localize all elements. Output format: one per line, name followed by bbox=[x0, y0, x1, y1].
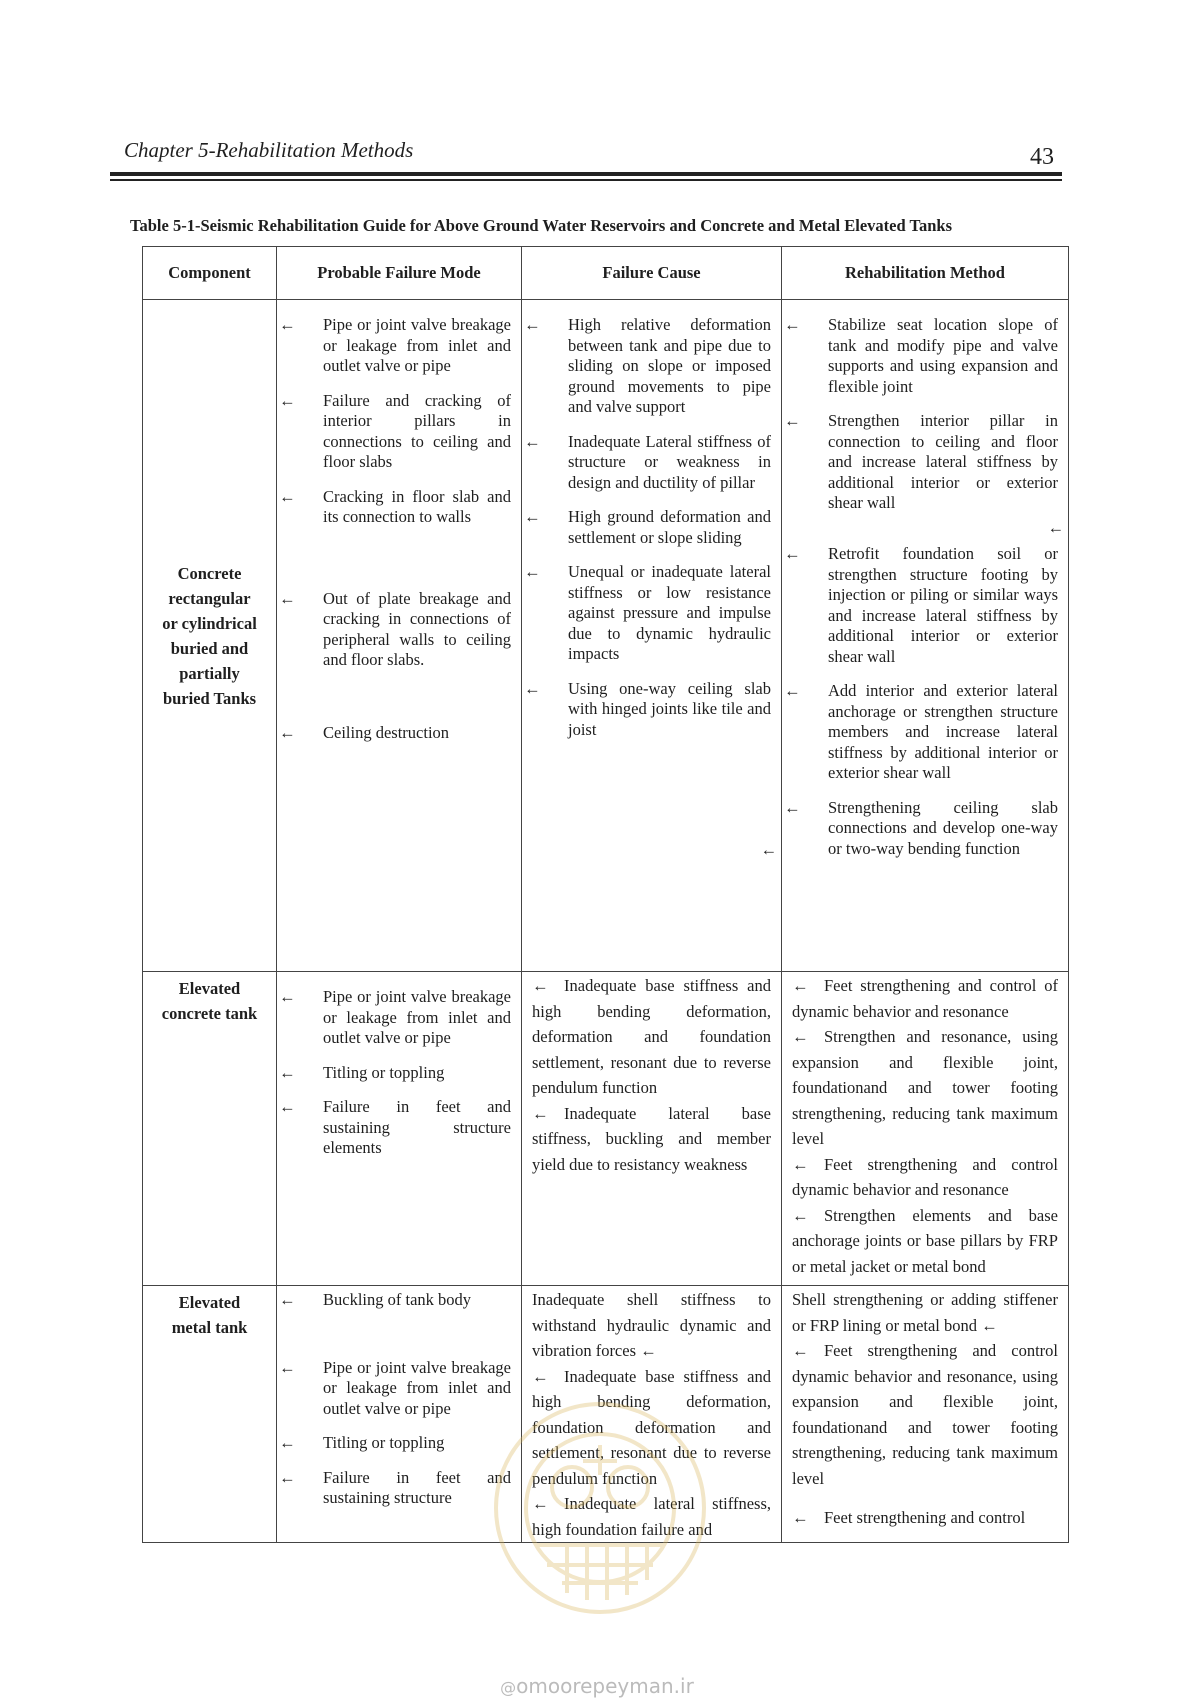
item-text: Out of plate breakage and cracking in connections of peripheral walls to ceiling and floor slabs. bbox=[323, 588, 511, 669]
component-cell bbox=[143, 300, 277, 972]
list-item bbox=[782, 681, 1068, 784]
rehabilitation-table bbox=[142, 246, 1069, 1543]
arrow-icon: ← bbox=[784, 411, 801, 430]
header-rule-thin bbox=[110, 179, 1062, 181]
arrow-icon: ← bbox=[792, 1508, 809, 1527]
column-header: Failure Cause bbox=[522, 247, 782, 300]
list-item bbox=[277, 1290, 521, 1311]
item-text: Failure in feet and sustaining structure elements bbox=[323, 1097, 511, 1157]
component-line: buried and bbox=[170, 638, 249, 658]
list-item bbox=[277, 987, 521, 1049]
item-text: Buckling of tank body bbox=[323, 1290, 472, 1309]
arrow-icon: ← bbox=[279, 588, 296, 608]
item-text: Using one-way ceiling slab with hinged joints like tile and joist bbox=[568, 678, 771, 739]
arrow-icon: ← bbox=[532, 1103, 549, 1123]
list-item bbox=[277, 1468, 521, 1509]
failure-mode-cell bbox=[277, 300, 522, 972]
arrow-icon: ← bbox=[524, 562, 541, 581]
component-cell bbox=[143, 972, 277, 1286]
arrow-icon: ← bbox=[792, 1154, 809, 1174]
column-header: Component bbox=[143, 247, 277, 300]
arrow-icon: ← bbox=[792, 1205, 809, 1225]
paragraph bbox=[782, 1287, 1068, 1338]
list-item bbox=[522, 315, 781, 418]
arrow-icon: ← bbox=[792, 1341, 809, 1360]
paragraph bbox=[522, 1101, 781, 1178]
arrow-icon: ← bbox=[279, 1357, 296, 1377]
column-header: Rehabilitation Method bbox=[782, 247, 1069, 300]
list-item bbox=[277, 723, 521, 744]
item-text: Feet strengthening and control dynamic behavior and resonance, using expansion and flexible joint, foundationand and tower footing strengthening, reducing tank maximum level bbox=[792, 1341, 1058, 1488]
paragraph bbox=[782, 1338, 1068, 1491]
arrow-icon: ← bbox=[784, 681, 801, 700]
component-cell bbox=[143, 1286, 277, 1543]
arrow-icon: ← bbox=[279, 1290, 296, 1309]
item-text: Stabilize seat location slope of tank and modify pipe and valve supports and using expansion and flexible joint bbox=[828, 315, 1058, 396]
paragraph bbox=[782, 973, 1068, 1024]
item-text: Failure in feet and sustaining structure bbox=[323, 1467, 511, 1507]
arrow-icon: ← bbox=[279, 315, 296, 334]
component-line: metal tank bbox=[171, 1318, 248, 1337]
arrow-icon: ← bbox=[532, 1494, 549, 1513]
list-item bbox=[522, 432, 781, 494]
item-text: Feet strengthening and control bbox=[824, 1508, 1026, 1527]
arrow-icon: ← bbox=[784, 315, 801, 334]
list-item bbox=[277, 487, 521, 528]
item-text: Strengthen elements and base anchorage joints or base pillars by FRP or metal jacket or metal bond bbox=[792, 1205, 1058, 1276]
table-row bbox=[143, 1286, 1069, 1543]
arrow-icon: ← bbox=[784, 797, 801, 817]
arrow-icon: ← bbox=[279, 722, 296, 742]
arrow-icon: ← bbox=[524, 678, 541, 698]
item-text: Cracking in floor slab and its connection to walls bbox=[323, 486, 511, 526]
item-text: Inadequate lateral base stiffness, buckling and member yield due to resistancy weakness bbox=[532, 1103, 771, 1174]
item-text: Inadequate shell stiffness to withstand hydraulic dynamic and vibration forces bbox=[532, 1290, 771, 1360]
failure-mode-cell bbox=[277, 1286, 522, 1543]
component-line: or cylindrical bbox=[162, 613, 257, 633]
item-text: Pipe or joint valve breakage or leakage from inlet and outlet valve or pipe bbox=[323, 315, 511, 375]
paragraph bbox=[782, 1024, 1068, 1152]
table-caption: Table 5-1-Seismic Rehabilitation Guide for Above Ground Water Reservoirs and Concrete and Metal Elevated Tanks bbox=[130, 216, 952, 235]
list-item bbox=[522, 679, 781, 741]
component-line: Concrete bbox=[177, 563, 242, 583]
item-text: Inadequate base stiffness and high bending deformation, deformation and foundation settlement, resonant due to reverse pendulum function bbox=[532, 976, 771, 1097]
component-line: rectangular bbox=[168, 588, 251, 608]
item-text: Strengthen and resonance, using expansion and flexible joint, foundationand and tower footing strengthening, reducing tank maximum level bbox=[792, 1027, 1058, 1148]
table-row bbox=[143, 300, 1069, 972]
table-header-row bbox=[143, 247, 1069, 300]
component-line: concrete tank bbox=[161, 1004, 258, 1023]
arrow-icon: ← bbox=[532, 976, 549, 995]
failure-cause-cell bbox=[522, 1286, 782, 1543]
arrow-icon: ← bbox=[981, 1315, 998, 1335]
component-line: buried Tanks bbox=[162, 688, 257, 708]
list-item bbox=[522, 507, 781, 548]
watermark-site bbox=[497, 1674, 697, 1698]
item-text: Pipe or joint valve breakage or leakage from inlet and outlet valve or pipe bbox=[323, 1357, 511, 1418]
item-text: Shell strengthening or adding stiffener or FRP lining or metal bond bbox=[792, 1290, 1058, 1335]
failure-cause-cell bbox=[522, 300, 782, 972]
page-number: 43 bbox=[1030, 144, 1054, 170]
paragraph bbox=[782, 1152, 1068, 1203]
list-item bbox=[277, 1097, 521, 1159]
list-item bbox=[277, 391, 521, 473]
list-item bbox=[522, 562, 781, 665]
arrow-icon: ← bbox=[279, 1433, 296, 1452]
paragraph bbox=[522, 973, 781, 1101]
item-text: Titling or toppling bbox=[323, 1433, 445, 1452]
item-text: Retrofit foundation soil or strengthen structure footing by injection or piling or similar ways and increase lateral stiffness by additional interior or exterior shear wall bbox=[828, 544, 1058, 666]
failure-cause-cell bbox=[522, 972, 782, 1286]
table-row bbox=[143, 972, 1069, 1286]
paragraph bbox=[522, 1287, 781, 1364]
item-text: Failure and cracking of interior pillars in connections to ceiling and floor slabs bbox=[323, 390, 511, 471]
item-text: Feet strengthening and control of dynamic behavior and resonance bbox=[792, 976, 1058, 1021]
arrow-icon: ← bbox=[279, 1467, 296, 1487]
arrow-icon: ← bbox=[640, 1341, 657, 1360]
item-text: High relative deformation between tank and pipe due to sliding on slope or imposed ground movements to pipe and valve support bbox=[568, 315, 771, 416]
item-text: Add interior and exterior lateral anchorage or strengthen structure members and increase lateral stiffness by additional interior or exterior shear wall bbox=[828, 681, 1058, 782]
paragraph bbox=[522, 1491, 781, 1542]
rehabilitation-method-cell bbox=[782, 300, 1069, 972]
list-item bbox=[277, 589, 521, 671]
item-text: Inadequate lateral stiffness, high foundation failure and bbox=[532, 1494, 771, 1539]
item-text: Inadequate base stiffness and high bending deformation, foundation deformation and settlement, resonant due to reverse pendulum function bbox=[532, 1366, 771, 1488]
item-text: Strengthen interior pillar in connection to ceiling and floor and increase lateral stiffness by additional interior or exterior shear wall bbox=[828, 411, 1058, 512]
arrow-icon: ← bbox=[792, 1027, 809, 1046]
arrow-icon: ← bbox=[792, 976, 809, 995]
arrow-icon: ← bbox=[532, 1366, 549, 1386]
column-header: Probable Failure Mode bbox=[277, 247, 522, 300]
item-text: Pipe or joint valve breakage or leakage from inlet and outlet valve or pipe bbox=[323, 987, 511, 1047]
arrow-icon: ← bbox=[760, 840, 777, 859]
arrow-icon: ← bbox=[524, 315, 541, 334]
paragraph bbox=[522, 1364, 781, 1492]
arrow-icon: ← bbox=[279, 1097, 296, 1116]
item-text: Ceiling destruction bbox=[323, 722, 450, 742]
paragraph bbox=[782, 1505, 1068, 1531]
arrow-icon: ← bbox=[524, 507, 541, 526]
list-item bbox=[277, 1358, 521, 1420]
item-text: Titling or toppling bbox=[323, 1062, 445, 1082]
chapter-title: Chapter 5-Rehabilitation Methods bbox=[124, 138, 414, 162]
component-line: partially bbox=[179, 663, 240, 683]
arrow-icon: ← bbox=[524, 431, 541, 451]
list-item bbox=[782, 798, 1068, 860]
component-line: Elevated bbox=[178, 1293, 241, 1312]
list-item bbox=[277, 1063, 521, 1084]
at-sign-icon: @ bbox=[500, 1678, 517, 1697]
item-text: Inadequate Lateral stiffness of structure or weakness in design and ductility of pillar bbox=[568, 431, 771, 492]
item-text: High ground deformation and settlement or slope sliding bbox=[568, 507, 771, 547]
item-text: Feet strengthening and control dynamic behavior and resonance bbox=[792, 1154, 1058, 1199]
list-item bbox=[277, 1433, 521, 1454]
list-item bbox=[277, 315, 521, 377]
list-item bbox=[782, 411, 1068, 514]
list-item bbox=[782, 315, 1068, 397]
item-text: Unequal or inadequate lateral stiffness or low resistance against pressure and impulse due to dynamic hydraulic impacts bbox=[568, 562, 771, 663]
header-rule-thick bbox=[110, 172, 1062, 176]
watermark-site-text: omoorepeyman.ir bbox=[516, 1674, 694, 1698]
failure-mode-cell bbox=[277, 972, 522, 1286]
arrow-icon: ← bbox=[279, 1062, 296, 1082]
item-text: Strengthening ceiling slab connections and develop one-way or two-way bending function bbox=[828, 797, 1058, 858]
rehabilitation-method-cell bbox=[782, 972, 1069, 1286]
arrow-icon: ← bbox=[279, 486, 296, 506]
paragraph bbox=[782, 1203, 1068, 1280]
component-line: Elevated bbox=[178, 979, 241, 998]
arrow-icon: ← bbox=[1047, 517, 1064, 537]
arrow-icon: ← bbox=[279, 987, 296, 1006]
list-item bbox=[782, 544, 1068, 667]
page-header bbox=[110, 138, 1062, 172]
arrow-icon: ← bbox=[279, 390, 296, 410]
rehabilitation-method-cell bbox=[782, 1286, 1069, 1543]
arrow-icon: ← bbox=[784, 544, 801, 563]
